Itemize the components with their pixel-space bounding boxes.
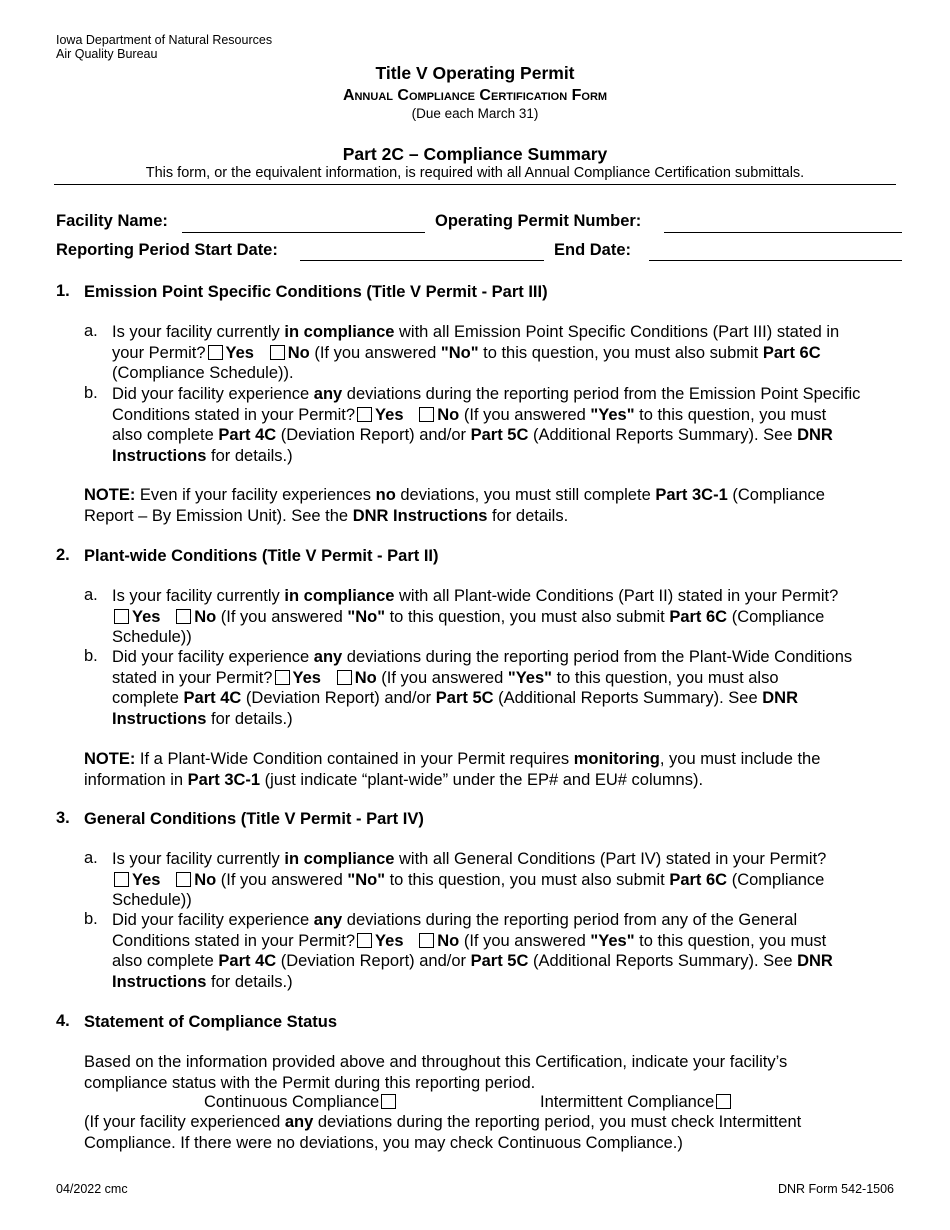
section-1-note: NOTE: Even if your facility experiences no deviations, you must still complete Part 3C-1 (Compliance Report – By Emission Unit). See the DNR Instructions for details. [84, 486, 825, 525]
permit-number-field[interactable] [664, 231, 902, 233]
section-2-number: 2. [56, 546, 70, 564]
1b-yes-checkbox[interactable] [357, 407, 372, 422]
section-1-number: 1. [56, 282, 70, 300]
agency-name: Iowa Department of Natural Resources [56, 33, 273, 47]
section-4-number: 4. [56, 1012, 70, 1030]
form-title: Title V Operating Permit [375, 63, 575, 83]
header-divider [54, 184, 896, 185]
section-3-title: General Conditions (Title V Permit - Part IV) [84, 810, 424, 828]
section-3-number: 3. [56, 809, 70, 827]
section-4-paragraph: Based on the information provided above and throughout this Certification, indicate your facility’s compliance status with the Permit during this reporting period. [84, 1053, 788, 1092]
item-2b-letter: b. [84, 647, 98, 665]
section-2-note: NOTE: If a Plant-Wide Condition contained in your Permit requires monitoring, you must include the information in Part 3C-1 (just indicate “plant-wide” under the EP# and EU# columns). [84, 750, 821, 789]
item-2a-letter: a. [84, 586, 98, 604]
continuous-compliance-checkbox[interactable] [381, 1094, 396, 1109]
footer-revision: 04/2022 cmc [56, 1182, 128, 1196]
intermittent-compliance-option[interactable]: Intermittent Compliance [540, 1092, 734, 1113]
permit-number-label: Operating Permit Number: [435, 212, 642, 230]
section-4-title: Statement of Compliance Status [84, 1013, 338, 1031]
intermittent-compliance-checkbox[interactable] [716, 1094, 731, 1109]
3b-yes-checkbox[interactable] [357, 933, 372, 948]
item-3a-text: Is your facility currently in compliance with all General Conditions (Part IV) stated in your Permit? Yes No (If you answered "No" to this question, you must also submit Part 6C (Compliance Schedule)) [112, 850, 827, 909]
2b-no-checkbox[interactable] [337, 670, 352, 685]
item-3b-text: Did your facility experience any deviations during the reporting period from any of the General Conditions stated in your Permit? Yes No (If you answered "Yes" to this question, you must also complete Part 4C (Deviation Report) and/or Part 5C (Additional Reports Summary). See DNR Instructions for details.) [112, 911, 833, 991]
2a-no-checkbox[interactable] [176, 609, 191, 624]
agency-block [56, 33, 272, 61]
3a-no-checkbox[interactable] [176, 872, 191, 887]
item-1a-letter: a. [84, 322, 98, 340]
section-4-instructions: (If your facility experienced any deviations during the reporting period, you must check Intermittent Compliance. If there were no deviations, you may check Continuous Compliance.) [84, 1113, 802, 1152]
start-date-label: Reporting Period Start Date: [56, 241, 278, 259]
1a-no-checkbox[interactable] [270, 345, 285, 360]
item-1a-text: Is your facility currently in compliance with all Emission Point Specific Conditions (Part III) stated in your Permit? Yes No (If you answered "No" to this question, you must also submit Part 6C (Compliance Schedule)). [112, 323, 840, 382]
2b-yes-checkbox[interactable] [275, 670, 290, 685]
item-2b-text: Did your facility experience any deviations during the reporting period from the Plant-Wide Conditions stated in your Permit? Yes No (If you answered "Yes" to this question, you must also complete Part 4C (Deviation Report) and/or Part 5C (Additional Reports Summary). See DNR Instructions for details.) [112, 648, 853, 728]
1b-no-checkbox[interactable] [419, 407, 434, 422]
form-name: Annual Compliance Certification Form [342, 87, 608, 104]
end-date-label: End Date: [554, 241, 632, 259]
item-2a-text: Is your facility currently in compliance with all Plant-wide Conditions (Part II) stated in your Permit? Yes No (If you answered "No" to this question, you must also submit Part 6C (Compliance Schedule)) [112, 587, 839, 646]
footer-form-number: DNR Form 542-1506 [777, 1182, 894, 1196]
start-date-field[interactable] [300, 259, 544, 261]
part-note: This form, or the equivalent information, is required with all Annual Compliance Certification submittals. [145, 165, 805, 181]
due-date-note: (Due each March 31) [411, 106, 539, 121]
facility-name-label: Facility Name: [56, 212, 168, 230]
2a-yes-checkbox[interactable] [114, 609, 129, 624]
1a-yes-checkbox[interactable] [208, 345, 223, 360]
bureau-name: Air Quality Bureau [56, 47, 158, 61]
continuous-compliance-option[interactable]: Continuous Compliance [204, 1092, 399, 1113]
item-1b-letter: b. [84, 384, 98, 402]
facility-name-field[interactable] [182, 231, 425, 233]
end-date-field[interactable] [649, 259, 902, 261]
part-title: Part 2C – Compliance Summary [342, 144, 608, 164]
item-3b-letter: b. [84, 910, 98, 928]
section-2-title: Plant-wide Conditions (Title V Permit - Part II) [84, 547, 439, 565]
3a-yes-checkbox[interactable] [114, 872, 129, 887]
item-1b-text: Did your facility experience any deviations during the reporting period from the Emission Point Specific Conditions stated in your Permit? Yes No (If you answered "Yes" to this question, you must also complete Part 4C (Deviation Report) and/or Part 5C (Additional Reports Summary). See DNR Instructions for details.) [112, 385, 861, 465]
3b-no-checkbox[interactable] [419, 933, 434, 948]
section-1-title: Emission Point Specific Conditions (Title V Permit - Part III) [84, 283, 548, 301]
item-3a-letter: a. [84, 849, 98, 867]
